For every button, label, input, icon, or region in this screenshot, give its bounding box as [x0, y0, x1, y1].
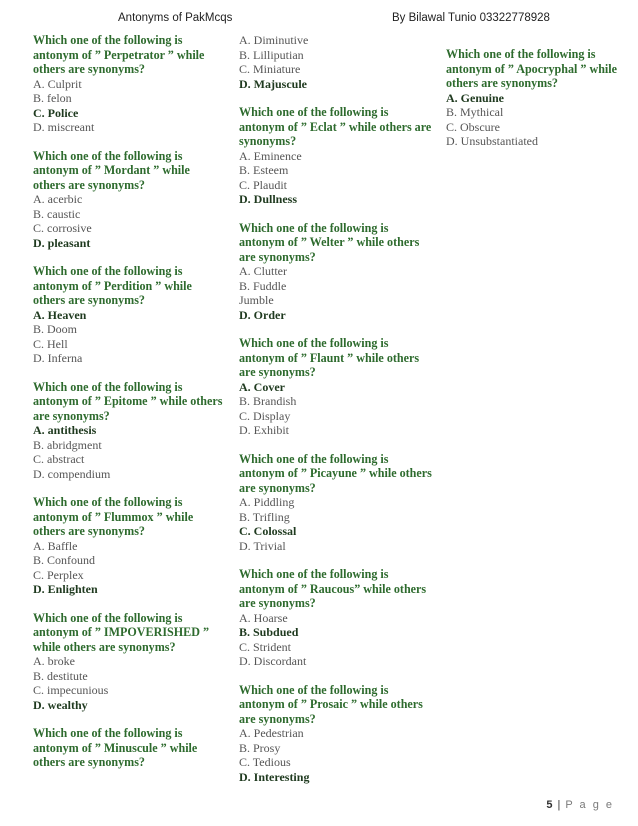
question-text: Which one of the following is antonym of ” Flaunt ” while others are synonyms?: [239, 336, 420, 379]
answer-option: B. felon: [33, 91, 72, 105]
answer-option: D. Unsubstantiated: [446, 134, 538, 148]
answer-option: A. Eminence: [239, 148, 302, 163]
question-text: Which one of the following is antonym of ” Picayune ” while others are synonyms?: [239, 451, 432, 495]
question-text: Which one of the following is antonym of ” Mordant ” while others are synonyms?: [33, 148, 190, 192]
question-block: [33, 611, 223, 713]
question-text: Which one of the following is antonym of ” Prosaic ” while others are synonyms?: [239, 682, 423, 726]
question-block: [239, 105, 434, 207]
answer-option-correct: D. Interesting: [239, 769, 310, 784]
question-block: [446, 47, 621, 149]
answer-option: B. Esteem: [239, 163, 289, 177]
answer-option: C. Plaudit: [239, 177, 288, 192]
answer-option: C. Hell: [33, 336, 68, 351]
answer-option: D. Discordant: [239, 654, 307, 668]
answer-option: B. Trifling: [239, 509, 290, 524]
question-text: Which one of the following is antonym of ” Welter ” while others are synonyms?: [239, 220, 420, 264]
answer-option-correct: C. Colossal: [239, 524, 297, 538]
question-text: Which one of the following is antonym of ” Apocryphal ” while others are synonyms?: [446, 47, 618, 90]
answer-option: D. Exhibit: [239, 423, 289, 437]
question-block: [33, 33, 223, 135]
answer-option: D. miscreant: [33, 120, 95, 134]
answer-option-correct: D. Enlighten: [33, 582, 98, 596]
answer-option: B. caustic: [33, 206, 81, 221]
question-block: [33, 380, 223, 482]
question-block: [33, 264, 223, 366]
answer-option: C. Obscure: [446, 119, 500, 134]
answer-option-correct: D. Dullness: [239, 192, 298, 206]
answer-option: Jumble: [239, 293, 274, 307]
column-1: [33, 33, 223, 770]
answer-option-correct: D. Order: [239, 307, 286, 322]
question-text: Which one of the following is antonym of ” Flummox ” while others are synonyms?: [33, 495, 194, 538]
page-header: [0, 10, 638, 30]
answer-option: A. broke: [33, 654, 75, 668]
question-text: Which one of the following is antonym of ” Epitome ” while others are synonyms?: [33, 379, 223, 423]
question-block: [33, 726, 223, 770]
question-block: [239, 33, 434, 91]
question-text: Which one of the following is antonym of ” Raucous” while others are synonyms?: [239, 567, 427, 610]
page-word: P a g e: [565, 799, 614, 811]
header-author: By Bilawal Tunio 03322778928: [392, 12, 550, 24]
column-3: [446, 47, 621, 149]
answer-option: A. Baffle: [33, 538, 78, 553]
question-block: [33, 149, 223, 251]
question-text: Which one of the following is antonym of ” Perpetrator ” while others are synonyms?: [33, 33, 205, 76]
answer-option: B. Brandish: [239, 394, 297, 408]
question-text: Which one of the following is antonym of ” IMPOVERISHED ” while others are synonyms?: [33, 610, 210, 654]
answer-option: D. compendium: [33, 466, 111, 481]
answer-option: A. Pedestrian: [239, 726, 304, 740]
question-text: Which one of the following is antonym of ” Minuscule ” while others are synonyms?: [33, 726, 198, 769]
answer-option-correct: D. Majuscule: [239, 76, 307, 91]
answer-option: D. Trivial: [239, 538, 286, 553]
answer-option-correct: A. Genuine: [446, 90, 505, 105]
question-block: [239, 683, 434, 785]
answer-option: C. abstract: [33, 452, 85, 466]
answer-option: A. Hoarse: [239, 610, 288, 625]
question-block: [33, 495, 223, 597]
question-text: Which one of the following is antonym of ” Perdition ” while others are synonyms?: [33, 264, 192, 307]
answer-option: B. Doom: [33, 322, 78, 336]
question-block: [239, 452, 434, 554]
answer-option: C. corrosive: [33, 221, 92, 235]
answer-option: C. Perplex: [33, 567, 84, 582]
answer-option: B. destitute: [33, 668, 88, 683]
answer-option-correct: C. Police: [33, 105, 79, 120]
answer-option: C. Tedious: [239, 755, 291, 769]
answer-option-correct: D. wealthy: [33, 697, 88, 712]
question-block: [239, 336, 434, 438]
answer-option: C. Display: [239, 408, 291, 423]
answer-option: B. Mythical: [446, 105, 504, 119]
question-text: Which one of the following is antonym of ” Eclat ” while others are synonyms?: [239, 105, 432, 148]
answer-option: C. Strident: [239, 639, 292, 654]
answer-option-correct: D. pleasant: [33, 235, 91, 250]
page-footer: [546, 799, 614, 811]
answer-option-correct: B. Subdued: [239, 625, 299, 639]
answer-option: B. Lilliputian: [239, 47, 304, 62]
answer-option-correct: A. Cover: [239, 379, 285, 394]
answer-option-correct: A. antithesis: [33, 423, 97, 437]
answer-option: C. Miniature: [239, 62, 301, 76]
answer-option: B. Confound: [33, 553, 96, 567]
answer-option: C. impecunious: [33, 683, 109, 697]
answer-option: B. Fuddle: [239, 278, 287, 293]
answer-option: A. Piddling: [239, 495, 295, 509]
answer-option: A. Clutter: [239, 264, 287, 278]
answer-option: A. Diminutive: [239, 33, 309, 47]
answer-option: B. Prosy: [239, 740, 281, 755]
answer-option-correct: A. Heaven: [33, 307, 87, 322]
question-block: [239, 567, 434, 669]
answer-option: A. Culprit: [33, 76, 82, 91]
answer-option: A. acerbic: [33, 192, 83, 206]
answer-option: D. Inferna: [33, 351, 83, 365]
footer-separator: |: [557, 799, 561, 811]
header-title: Antonyms of PakMcqs: [118, 12, 233, 24]
page-number: 5: [546, 799, 553, 811]
question-block: [239, 221, 434, 323]
column-2: [239, 33, 434, 784]
answer-option: B. abridgment: [33, 437, 102, 452]
